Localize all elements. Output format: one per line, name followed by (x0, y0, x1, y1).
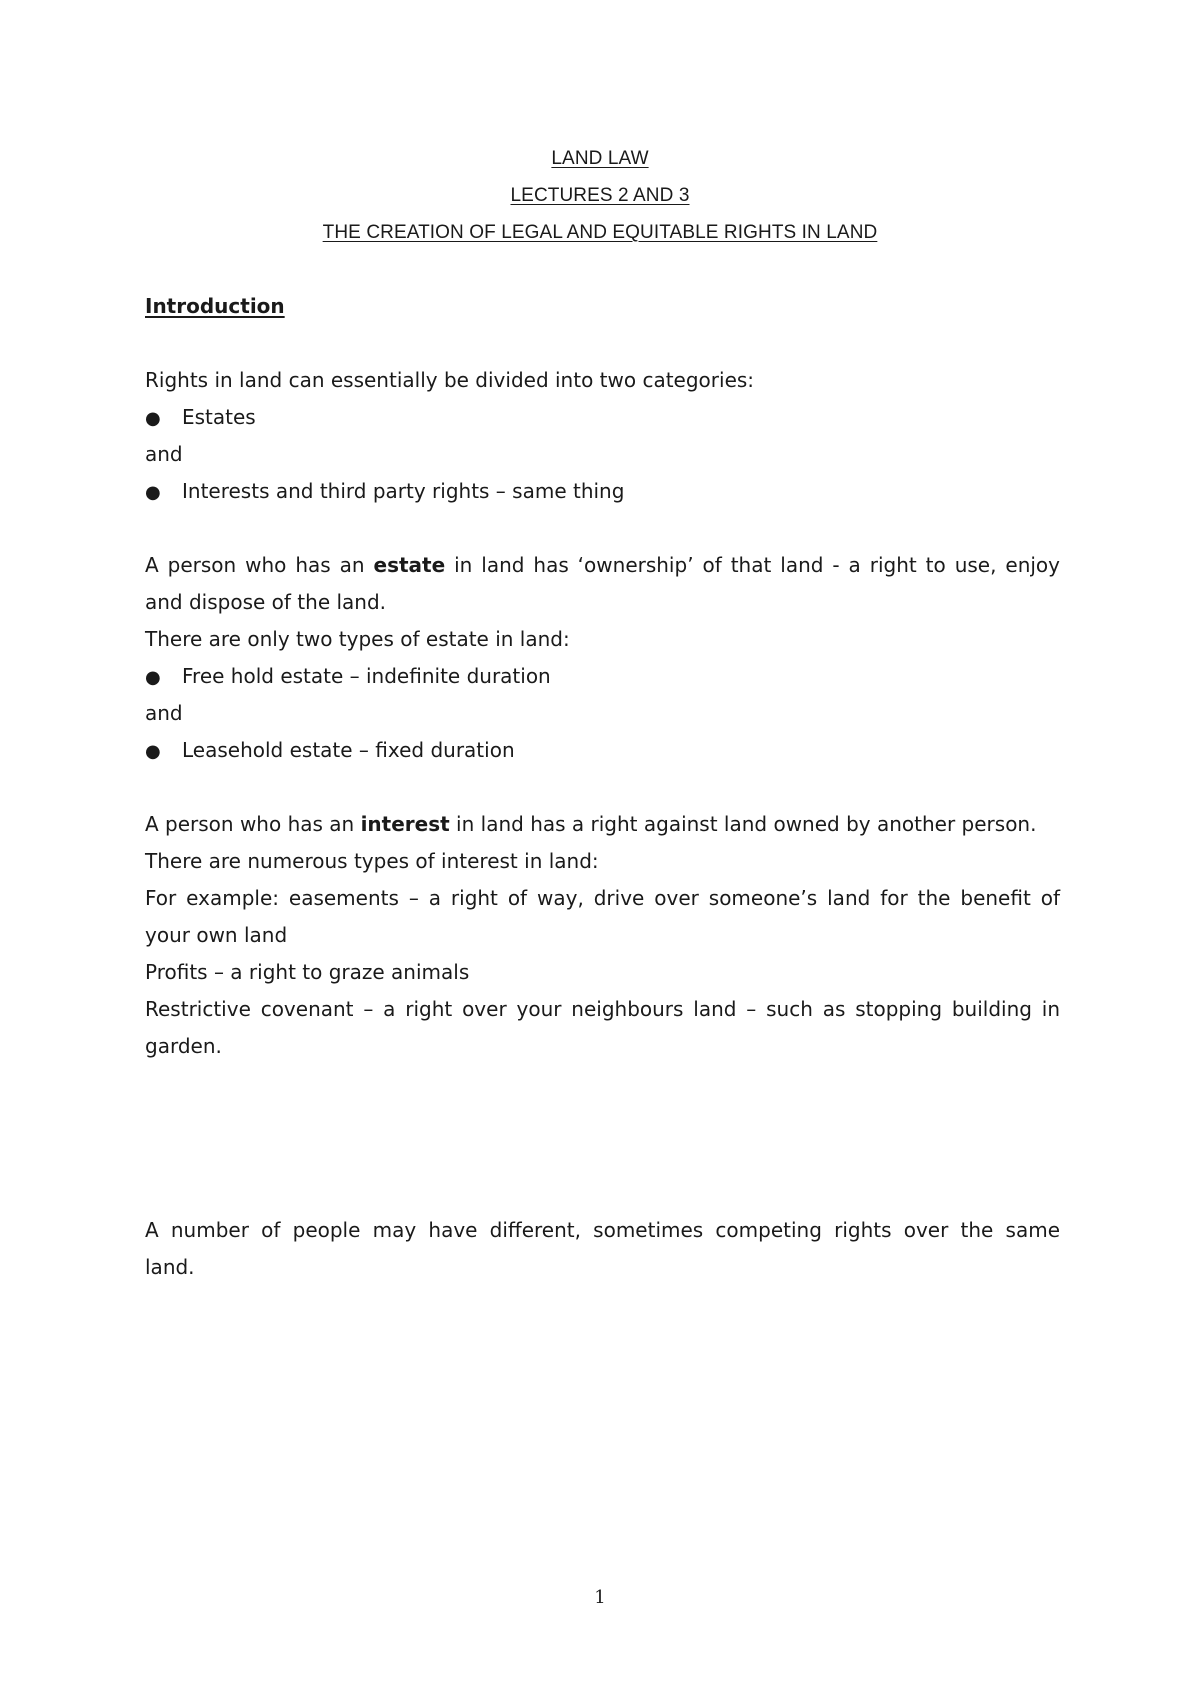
document-subtitle: LECTURES 2 AND 3 (510, 185, 690, 206)
list-item-estates (145, 405, 256, 431)
list-item-text: Leasehold estate – fixed duration (182, 738, 515, 762)
estate-paragraph-line2: and dispose of the land. (145, 590, 387, 614)
competing-line1: A number of people may have different, sometimes competing rights over the same (145, 1218, 1060, 1242)
document-topic: THE CREATION OF LEGAL AND EQUITABLE RIGHTS IN LAND (322, 222, 878, 243)
covenant-line1: Restrictive covenant – a right over your neighbours land – such as stopping building in (145, 997, 1060, 1021)
connector-and: and (145, 442, 183, 466)
list-item-text: Free hold estate – indefinite duration (182, 664, 551, 688)
document-title: LAND LAW (551, 148, 649, 169)
interest-term: interest (360, 812, 450, 836)
interest-types-lead: There are numerous types of interest in land: (145, 849, 599, 873)
list-item-leasehold (145, 738, 515, 764)
list-item-interests (145, 479, 624, 505)
section-title-introduction: Introduction (145, 294, 285, 318)
connector-and: and (145, 701, 183, 725)
estate-term: estate (373, 553, 446, 577)
competing-line2: land. (145, 1255, 195, 1279)
interest-paragraph-line1: A person who has an interest in land has a right against land owned by another person. (145, 812, 1037, 836)
example-line1: For example: easements – a right of way, drive over someone’s land for the benefit of (145, 886, 1060, 910)
list-item-text: Estates (182, 405, 256, 429)
page-number: 1 (594, 1587, 606, 1608)
list-item-freehold (145, 664, 551, 690)
intro-lead: Rights in land can essentially be divided into two categories: (145, 368, 755, 392)
example-line2: your own land (145, 923, 288, 947)
estate-paragraph-line1: A person who has an estate in land has ‘ownership’ of that land - a right to use, enjoy (145, 553, 1060, 577)
bullet-icon: ● (145, 667, 161, 688)
bullet-icon: ● (145, 741, 161, 762)
list-item-text: Interests and third party rights – same thing (182, 479, 625, 503)
bullet-icon: ● (145, 482, 161, 503)
covenant-line2: garden. (145, 1034, 222, 1058)
estate-types-lead: There are only two types of estate in land: (145, 627, 570, 651)
bullet-icon: ● (145, 408, 161, 429)
profits-line: Profits – a right to graze animals (145, 960, 470, 984)
